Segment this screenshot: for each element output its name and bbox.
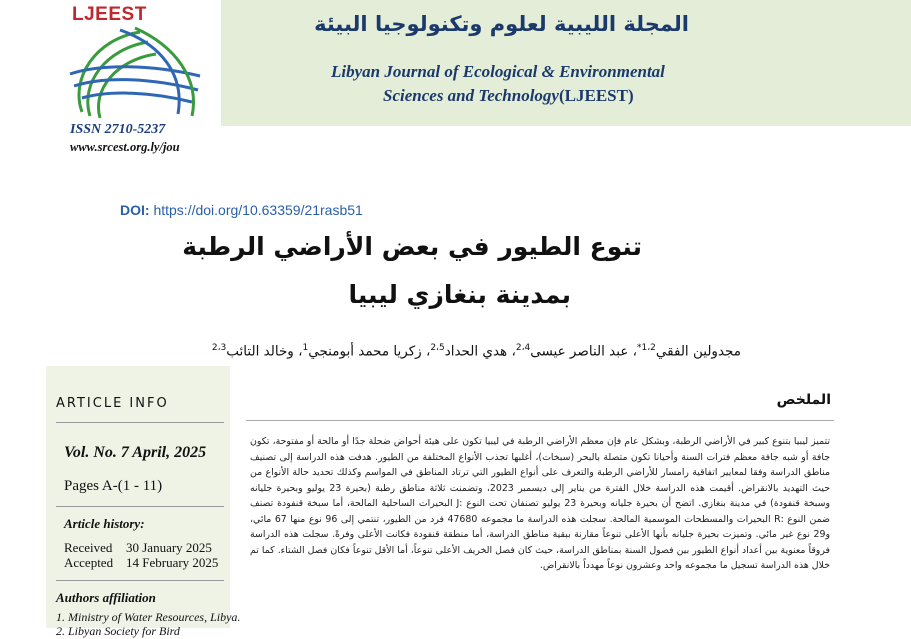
author-affiliation-sup: 2،5: [430, 343, 445, 353]
author-name: مجدولين الفقي: [655, 343, 741, 360]
abstract-text: تتميز ليبيا بتنوع كبير في الأراضي الرطبة، وبشكل عام فإن معظم الأراضي الرطبة في ليبيا تكون على هيئة أحواض ضحلة جدًا أو مالحة أو مفتوحة، تكون جافة أو شبه جافة معظم فترات السنة وأحيانا تكون متصلة بالبحر (سبخات)، أغلبها تجذب الأنواع المختلفة من الطيور. هدفت هذه الدراسة إلى تصنيف مناطق الدراسة وفقا لمعايير اتفاقية رامسار للأراضي الرطبة والتعرف على أنواع الطيور التي ترتاد المناطق في المواسم وكذلك تحديد حالة الأنواع من حيث التهديد بالانقراض. أقيمت هذه الدراسة خلال الفترة من يناير إلى ديسمبر 2023، وتضمنت ثلاثة مناطق رطبة (بحيرة 23 يوليو وبحيرة جليانه وسبخة قنفودة) في مدينة بنغازي. اتضح أن بحيرة جليانه وبحيرة 23 يوليو تصنفان تحت النوع :J البحيرات الساحلية المالحة، أما سبخة قنفودة تصنف ضمن النوع :R البحيرات والمسطحات الموسمية المالحة. سجلت هذه الدراسة ما مجموعه 47680 فرد من الطيور، تنتمي إلى 96 نوع منها 67 مائي، و29 نوع غير مائي. وتميزت بحيرة جليانه بأنها الأعلى تنوعاً مقارنة ببقية مناطق الدراسة، أما منطقة قنفودة فكانت الأعلى وفرةً. سجلت هذه الدراسة فروقاً معنوية بين أعداد أنواع الطيور بين فصول السنة بمناطق الدراسة، حيث كان فصل الخريف الأعلى تنوعاً، أما الأقل تنوعاً فكان فصل الشتاء. كما تم خلال هذه الدراسة تسجيل ما مجموعه واحد وعشرون نوعاً مهدداً بالانقراض.: [250, 436, 830, 571]
affiliation-item: 2. Libyan Society for Bird: [56, 624, 180, 638]
journal-name-english-line2: [383, 86, 634, 106]
journal-name-english-line1: Libyan Journal of Ecological & Environmental: [331, 62, 665, 81]
doi-link[interactable]: https://doi.org/10.63359/21rasb51: [153, 202, 363, 218]
received-date: 30 January 2025: [126, 540, 212, 555]
accepted-date: 14 February 2025: [126, 555, 219, 570]
author-affiliation-sup: 1: [302, 343, 309, 353]
logo-title: LJEEST: [72, 4, 147, 25]
divider: [56, 580, 224, 581]
authors-line: [212, 343, 741, 360]
journal-name-arabic: المجلة الليبية لعلوم وتكنولوجيا البيئة: [314, 12, 689, 36]
globe-logo-icon: [60, 24, 210, 124]
pages-text: Pages A-(1 - 11): [64, 478, 163, 494]
history-heading: Article history:: [64, 516, 145, 531]
author-affiliation-sup: 2،4: [515, 343, 531, 353]
doi-label: DOI:: [120, 202, 150, 218]
divider: [56, 506, 224, 507]
author-affiliation-sup: 2،3: [211, 343, 227, 353]
article-title-line2: بمدينة بنغازي ليبيا: [348, 280, 571, 309]
author-name: زكريا محمد أبومنجي: [308, 343, 422, 360]
accepted-row: [64, 555, 218, 571]
journal-website[interactable]: www.srcest.org.ly/jou: [70, 140, 180, 154]
author-separator: ،: [507, 343, 516, 360]
article-info-heading: ARTICLE INFO: [56, 396, 169, 411]
accepted-label: Accepted: [64, 555, 114, 570]
abstract-heading: الملخص: [776, 392, 831, 408]
divider: [246, 420, 834, 421]
author-affiliation-sup: 1،2*: [637, 343, 656, 353]
author-name: وخالد التائب: [226, 343, 294, 360]
author-name: هدي الحداد: [444, 343, 508, 360]
author-separator: ،: [628, 343, 638, 360]
affiliation-heading: Authors affiliation: [56, 590, 156, 605]
author-separator: ،: [293, 343, 303, 360]
article-info-box: [46, 366, 241, 638]
journal-name-english-text: Sciences and Technology: [383, 86, 559, 105]
volume-text: Vol. No. 7 April, 2025: [64, 444, 207, 461]
affiliation-item: 1. Ministry of Water Resources, Libya.: [56, 610, 241, 624]
author-separator: ،: [421, 343, 431, 360]
received-label: Received: [64, 540, 113, 555]
received-row: [64, 540, 212, 556]
author-name: عبد الناصر عيسى: [530, 343, 629, 360]
journal-banner: [221, 0, 911, 126]
article-title-line1: تنوع الطيور في بعض الأراضي الرطبة: [182, 232, 642, 261]
journal-abbreviation: (LJEEST): [558, 86, 634, 105]
journal-logo-block: [60, 0, 220, 158]
doi-line: [120, 202, 363, 218]
divider: [56, 422, 224, 423]
issn-text: ISSN 2710-5237: [70, 122, 166, 137]
